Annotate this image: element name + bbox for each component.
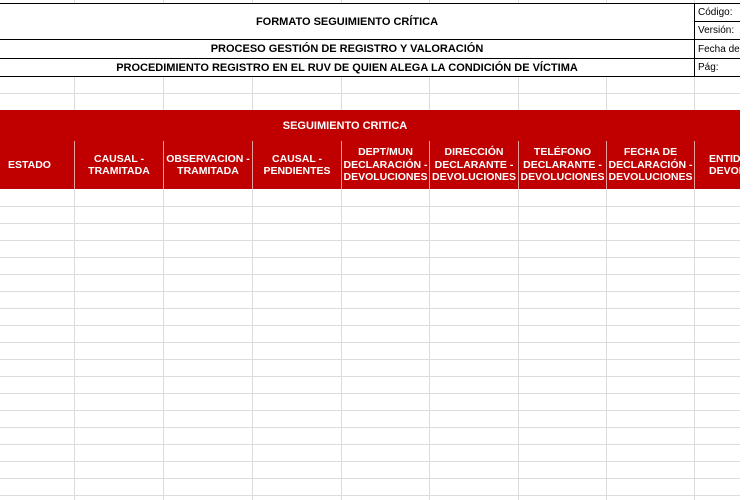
- column-header-entidad[interactable]: ENTID DEVOLU: [709, 152, 753, 177]
- document-title: FORMATO SEGUIMIENTO CRÍTICA: [0, 4, 694, 39]
- gridline-row: [0, 93, 740, 94]
- gridline-row: [0, 274, 740, 275]
- process-title: PROCESO GESTIÓN DE REGISTRO Y VALORACIÓN: [0, 40, 694, 58]
- column-header-causal-pendientes[interactable]: CAUSAL - PENDIENTES: [253, 141, 342, 189]
- column-header-causal-tramitada[interactable]: CAUSAL - TRAMITADA: [75, 141, 164, 189]
- meta-page-label: Pág:: [695, 59, 740, 76]
- column-header-dept-mun[interactable]: DEPT/MUN DECLARACIÓN - DEVOLUCIONES: [342, 141, 430, 189]
- gridline-row: [0, 393, 740, 394]
- gridline-row: [0, 359, 740, 360]
- column-header-observacion-tramitada[interactable]: OBSERVACION - TRAMITADA: [164, 141, 253, 189]
- gridline-row: [0, 257, 740, 258]
- gridline-row: [0, 342, 740, 343]
- gridline-row: [0, 427, 740, 428]
- header-border: [0, 76, 740, 77]
- gridline-row: [0, 206, 740, 207]
- gridline-row: [0, 308, 740, 309]
- header-border: [694, 21, 740, 22]
- column-header-fecha-declaracion[interactable]: FECHA DE DECLARACIÓN - DEVOLUCIONES: [607, 141, 695, 189]
- header-border: [0, 58, 740, 59]
- gridline-row: [0, 461, 740, 462]
- meta-version-label: Versión:: [695, 22, 740, 39]
- gridline-row: [0, 223, 740, 224]
- table-group-title: SEGUIMIENTO CRITICA: [282, 119, 408, 132]
- meta-code-label: Código:: [695, 4, 740, 21]
- gridline-row: [0, 410, 740, 411]
- header-border: [0, 39, 740, 40]
- gridline-row: [0, 376, 740, 377]
- column-header-direccion[interactable]: DIRECCIÓN DECLARANTE - DEVOLUCIONES: [430, 141, 519, 189]
- meta-date-label: Fecha de: [695, 40, 740, 58]
- gridline-row: [0, 325, 740, 326]
- gridline-row: [0, 495, 740, 496]
- gridline-row: [0, 240, 740, 241]
- procedure-title: PROCEDIMIENTO REGISTRO EN EL RUV DE QUIEN ALEGA LA CONDICIÓN DE VÍCTIMA: [0, 59, 694, 76]
- gridline-row: [0, 444, 740, 445]
- gridline-row: [0, 291, 740, 292]
- column-header-estado[interactable]: ESTADO: [0, 141, 75, 189]
- header-border: [0, 3, 740, 4]
- column-header-telefono[interactable]: TELÉFONO DECLARANTE - DEVOLUCIONES: [519, 141, 607, 189]
- header-border: [694, 3, 695, 77]
- gridline-row: [0, 478, 740, 479]
